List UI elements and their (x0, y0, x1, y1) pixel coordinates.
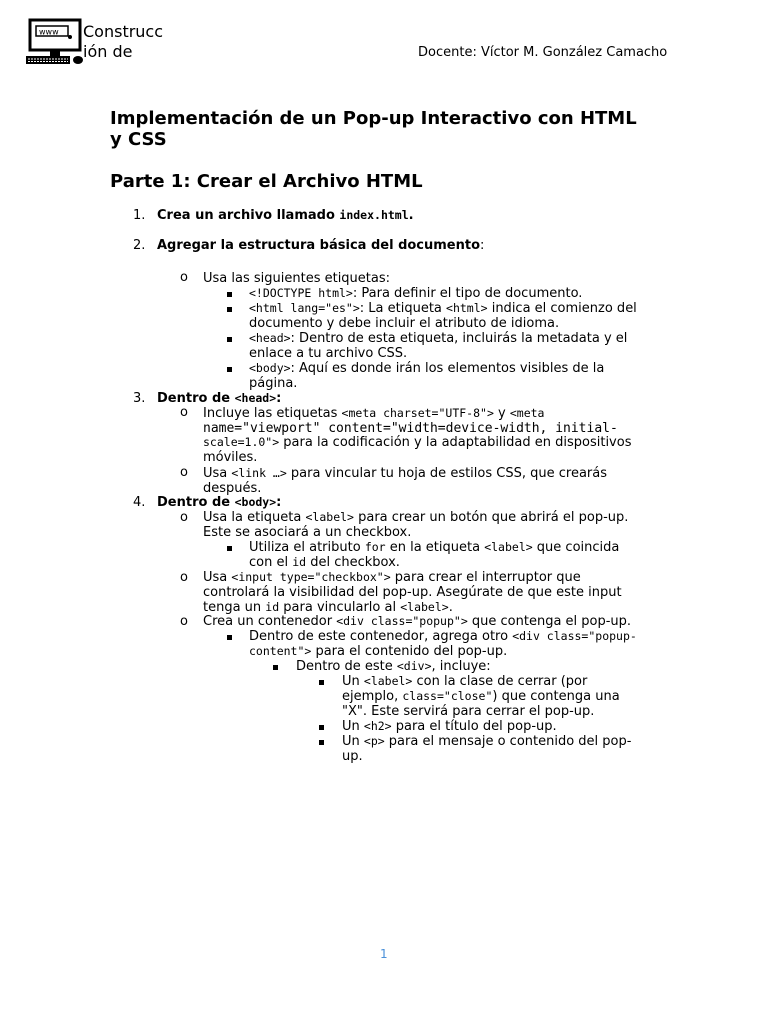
page-number: 1 (380, 947, 388, 961)
brand-line-1: Construcc (83, 22, 164, 41)
step3-number: 3. (133, 391, 146, 406)
course-brand (83, 22, 183, 62)
bullet-square (227, 292, 232, 297)
meta-item-line4: móviles. (203, 450, 258, 465)
step2-sub-text: Usa las siguientes etiquetas: (203, 271, 391, 286)
checkbox-item-line3: tenga un id para vincularlo al <label>. (203, 600, 453, 615)
bullet-square (227, 546, 232, 551)
step4-text: Dentro de <body>: (157, 495, 282, 510)
html-item-line2: documento y debe incluir el atributo de idioma. (249, 316, 560, 331)
bullet-square (319, 725, 324, 730)
bullet-square (227, 307, 232, 312)
for-attribute-line2: con el id del checkbox. (249, 555, 400, 570)
h2-item: Un <h2> para el título del pop-up. (342, 719, 557, 734)
bullet-square (319, 740, 324, 745)
popup-content-line2: content"> para el contenido del pop-up. (249, 644, 508, 659)
close-label-line3: "X". Este servirá para cerrar el pop-up. (342, 704, 595, 719)
close-label-line2: ejemplo, class="close") que contenga una (342, 689, 620, 704)
head-item-line2: enlace a tu archivo CSS. (249, 346, 408, 361)
bullet-o: o (180, 510, 188, 525)
inner-div-item: Dentro de este <div>, incluye: (296, 659, 491, 674)
step2-number: 2. (133, 238, 146, 253)
bullet-o: o (180, 270, 188, 285)
meta-item-line3: scale=1.0"> para la codificación y la adaptabilidad en dispositivos (203, 435, 632, 450)
label-item-line2: Este se asociará a un checkbox. (203, 525, 412, 540)
bullet-square (227, 337, 232, 342)
bullet-o: o (180, 614, 188, 629)
step3-text: Dentro de <head>: (157, 391, 282, 406)
bullet-o: o (180, 465, 188, 480)
step1-text: Crea un archivo llamado index.html. (157, 208, 414, 223)
meta-item-line2: name="viewport" content="width=device-width, initial- (203, 421, 618, 436)
bullet-square (227, 635, 232, 640)
link-item-line2: después. (203, 481, 262, 496)
bullet-square (227, 367, 232, 372)
html-item: <html lang="es">: La etiqueta <html> indica el comienzo del (249, 301, 637, 316)
step1-number: 1. (133, 208, 146, 223)
teacher-name: Docente: Víctor M. González Camacho (418, 45, 668, 60)
checkbox-item-line2: controlará la visibilidad del pop-up. Asegúrate de que este input (203, 585, 622, 600)
bullet-square (319, 680, 324, 685)
popup-div-item: Crea un contenedor <div class="popup"> que contenga el pop-up. (203, 614, 632, 629)
close-label-item: Un <label> con la clase de cerrar (por (342, 674, 588, 689)
popup-content-item: Dentro de este contenedor, agrega otro <div class="popup- (249, 629, 637, 644)
step2-text: Agregar la estructura básica del documento: (157, 238, 485, 253)
bullet-square (273, 665, 278, 670)
label-item: Usa la etiqueta <label> para crear un botón que abrirá el pop-up. (203, 510, 629, 525)
for-attribute-item: Utiliza el atributo for en la etiqueta <label> que coincida (249, 540, 620, 555)
body-item: <body>: Aquí es donde irán los elementos visibles de la (249, 361, 605, 376)
head-item: <head>: Dentro de esta etiqueta, incluirás la metadata y el (249, 331, 628, 346)
link-item: Usa <link …> para vincular tu hoja de estilos CSS, que crearás (203, 466, 607, 481)
meta-item: Incluye las etiquetas <meta charset="UTF-8"> y <meta (203, 406, 545, 421)
bullet-o: o (180, 405, 188, 420)
step4-number: 4. (133, 495, 146, 510)
checkbox-item: Usa <input type="checkbox"> para crear el interruptor que (203, 570, 581, 585)
brand-line-2: ión de (83, 42, 133, 61)
p-item: Un <p> para el mensaje o contenido del pop- (342, 734, 632, 749)
svg-text:www: www (39, 27, 59, 37)
doctype-item: <!DOCTYPE html>: Para definir el tipo de documento. (249, 286, 583, 301)
body-item-line2: página. (249, 376, 298, 391)
document-title: Implementación de un Pop-up Interactivo con HTML y CSS (110, 108, 637, 150)
part1-heading: Parte 1: Crear el Archivo HTML (110, 171, 423, 192)
bullet-o: o (180, 570, 188, 585)
p-item-line2: up. (342, 749, 363, 764)
computer-www-logo (24, 18, 86, 66)
